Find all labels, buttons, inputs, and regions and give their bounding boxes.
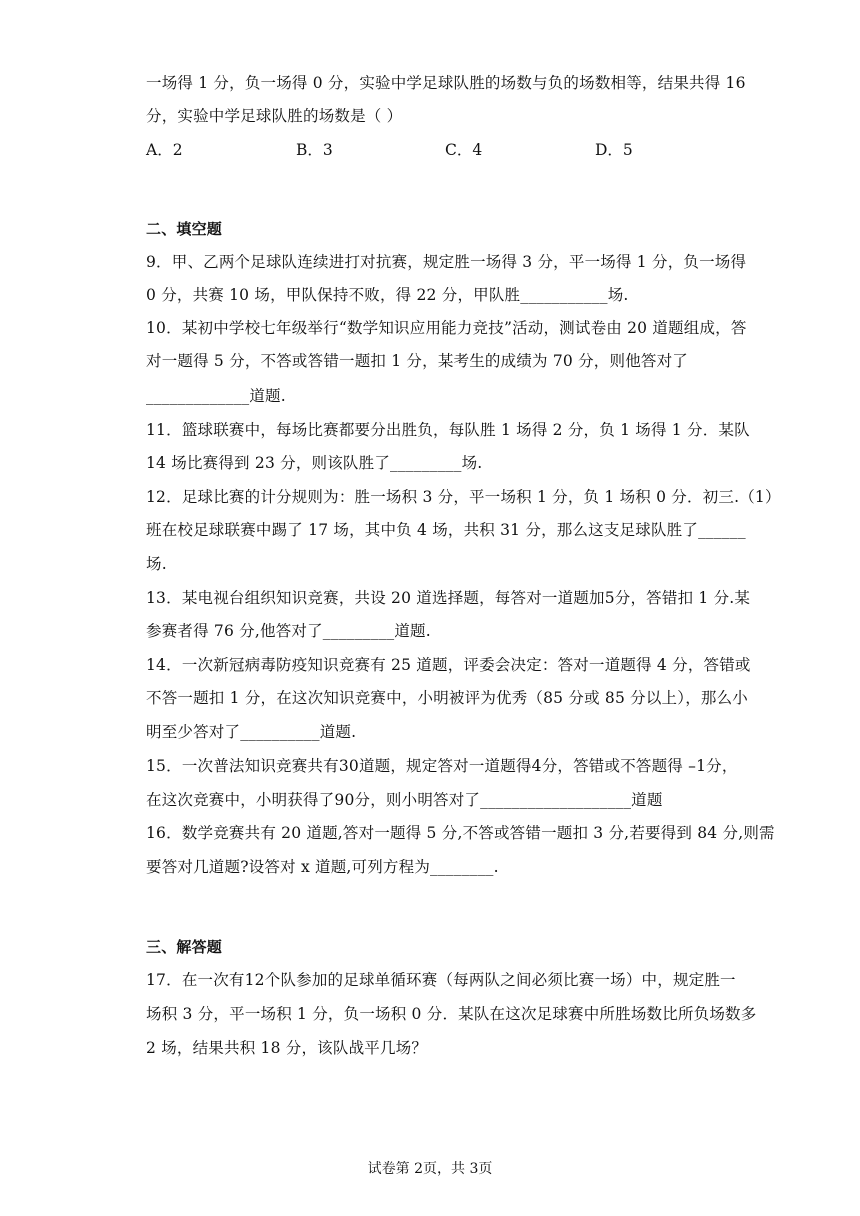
section-heading-answer: 三、解答题 bbox=[146, 938, 223, 956]
q17-line-1: 17．在一次有12个队参加的足球单循环赛（每两队之间必须比赛一场）中，规定胜一 bbox=[146, 971, 736, 989]
q8-option-c: C．4 bbox=[445, 141, 483, 159]
q13-line-1: 13．某电视台组织知识竞赛，共设 20 道选择题，每答对一道题加5分，答错扣 1 分.某 bbox=[146, 589, 751, 607]
q8-option-d: D．5 bbox=[595, 141, 633, 159]
q9-line-1: 9．甲、乙两个足球队连续进打对抗赛，规定胜一场得 3 分，平一场得 1 分，负一场得 bbox=[146, 253, 747, 271]
q8-option-b: B．3 bbox=[296, 141, 333, 159]
q16-line-1: 16．数学竞赛共有 20 道题,答对一题得 5 分,不答或答错一题扣 3 分,若要得到 84 分,则需 bbox=[146, 824, 775, 842]
q11-line-2: 14 场比赛得到 23 分，则该队胜了_________场. bbox=[146, 454, 483, 472]
q17-line-2: 场积 3 分，平一场积 1 分，负一场积 0 分．某队在这次足球赛中所胜场数比所负场数多 bbox=[146, 1005, 757, 1023]
q9-line-2: 0 分，共赛 10 场，甲队保持不败，得 22 分，甲队胜___________场. bbox=[146, 286, 629, 304]
q10-line-3: _____________道题. bbox=[146, 387, 286, 405]
q16-line-2: 要答对几道题?设答对 x 道题,可列方程为________. bbox=[146, 858, 499, 876]
q8-option-a: A．2 bbox=[146, 141, 183, 159]
q12-line-3: 场. bbox=[146, 555, 167, 573]
q15-line-1: 15．一次普法知识竞赛共有30道题，规定答对一道题得4分，答错或不答题得 –1分， bbox=[146, 757, 738, 775]
q15-line-2: 在这次竞赛中，小明获得了90分，则小明答对了___________________道题 bbox=[146, 791, 663, 809]
q13-line-2: 参赛者得 76 分,他答对了_________道题. bbox=[146, 622, 431, 640]
section-heading-fill-in: 二、填空题 bbox=[146, 220, 223, 238]
q17-line-3: 2 场，结果共积 18 分，该队战平几场？ bbox=[146, 1039, 428, 1057]
q8-line-2: 分，实验中学足球队胜的场数是（ ） bbox=[146, 107, 403, 125]
q14-line-2: 不答一题扣 1 分，在这次知识竞赛中，小明被评为优秀（85 分或 85 分以上），那么小 bbox=[146, 689, 748, 707]
q14-line-1: 14．一次新冠病毒防疫知识竞赛有 25 道题，评委会决定：答对一道题得 4 分，答错或 bbox=[146, 656, 751, 674]
q12-line-2: 班在校足球联赛中踢了 17 场，其中负 4 场，共积 31 分，那么这支足球队胜了______ bbox=[146, 521, 746, 539]
q11-line-1: 11．篮球联赛中，每场比赛都要分出胜负，每队胜 1 场得 2 分，负 1 场得 1 分．某队 bbox=[146, 421, 750, 439]
q12-line-1: 12．足球比赛的计分规则为：胜一场积 3 分，平一场积 1 分，负 1 场积 0 分．初三.（1） bbox=[146, 488, 781, 506]
q8-line-1: 一场得 1 分，负一场得 0 分，实验中学足球队胜的场数与负的场数相等，结果共得 16 bbox=[146, 74, 746, 92]
q10-line-2: 对一题得 5 分，不答或答错一题扣 1 分，某考生的成绩为 70 分，则他答对了 bbox=[146, 352, 689, 370]
q10-line-1: 10．某初中学校七年级举行“数学知识应用能力竞技”活动，测试卷由 20 道题组成，答 bbox=[146, 319, 747, 337]
page-footer: 试卷第 2页，共 3页 bbox=[367, 1161, 493, 1177]
q14-line-3: 明至少答对了__________道题. bbox=[146, 723, 357, 741]
